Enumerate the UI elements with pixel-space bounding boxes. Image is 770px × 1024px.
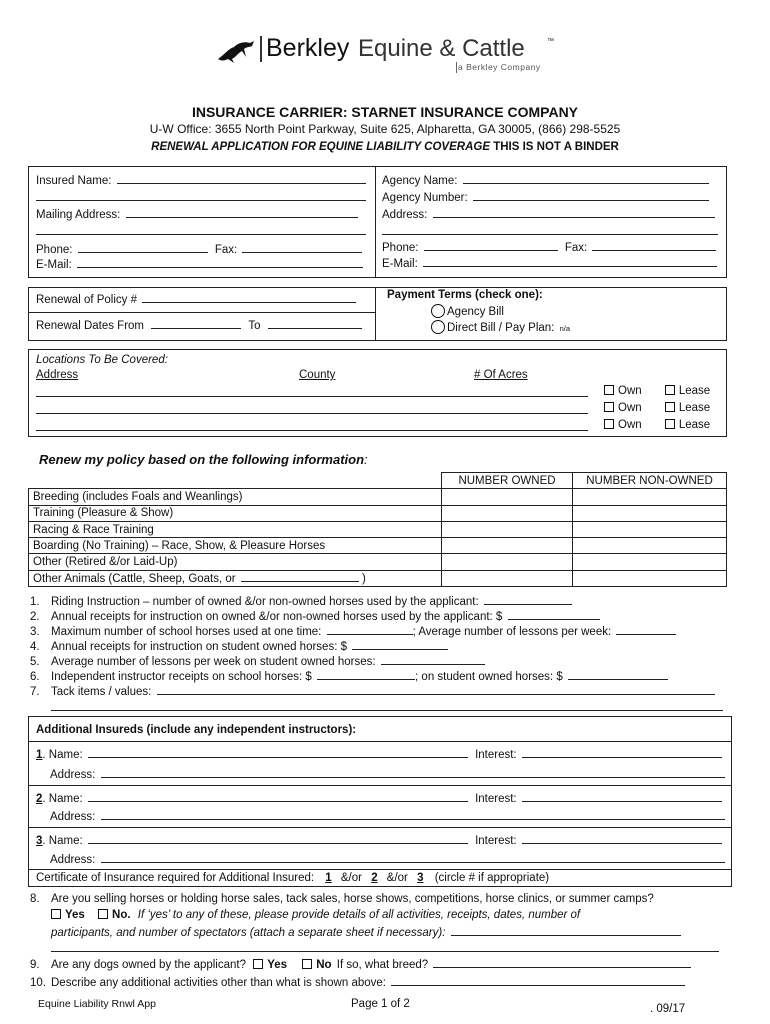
- additional-interest-label: Interest:: [475, 835, 517, 847]
- brand-tm: ™: [547, 38, 554, 45]
- table-row: [29, 538, 727, 554]
- footer-right: . 09/17: [650, 1003, 686, 1015]
- additional-address-label: Address:: [50, 811, 96, 823]
- agency-email-label: E-Mail:: [382, 258, 418, 270]
- col-owned-header: NUMBER OWNED: [442, 473, 573, 489]
- q8-no-label: No.: [112, 909, 131, 921]
- location-row-3: [36, 420, 588, 434]
- own-lease-3: [604, 419, 710, 431]
- lease-label-2: Lease: [678, 402, 711, 414]
- insured-phone-label: Phone:: [36, 244, 73, 256]
- table-row: [29, 570, 727, 586]
- insured-fax-label: Fax:: [214, 244, 238, 256]
- agency-email-field[interactable]: [423, 256, 717, 267]
- agency-bill-option[interactable]: [431, 304, 504, 318]
- additional-sep-2: [28, 785, 732, 786]
- operations-header-blank: [29, 473, 442, 489]
- agency-phone-row: [382, 240, 716, 254]
- not-binder: THIS IS NOT A BINDER: [490, 141, 619, 153]
- q5-field[interactable]: [381, 654, 485, 665]
- non-owned-cell[interactable]: [573, 521, 727, 537]
- own-checkbox-2[interactable]: [604, 402, 614, 412]
- q8-detail2: participants, and number of spectators (attach a separate sheet if necessary):: [51, 927, 446, 939]
- additional-2-address-field[interactable]: [101, 809, 725, 820]
- question-4: [30, 639, 448, 653]
- owned-cell[interactable]: [442, 554, 573, 570]
- table-row: [29, 521, 727, 537]
- q9-no-checkbox[interactable]: [302, 959, 312, 969]
- question-3: [30, 624, 676, 638]
- insured-name-line2: [36, 190, 366, 204]
- direct-bill-label: Direct Bill / Pay Plan:: [447, 322, 555, 334]
- q-num: 5.: [30, 656, 40, 668]
- pay-plan-value[interactable]: n/a: [559, 324, 571, 333]
- additional-3-address-row: [50, 852, 725, 866]
- renew-heading-colon: :: [364, 452, 368, 467]
- other-animals-label: Other Animals (Cattle, Sheep, Goats, or: [33, 573, 236, 586]
- additional-1-address-row: [50, 767, 725, 781]
- q8-text: Are you selling horses or holding horse sales, tack sales, horse shows, competitions, horse clinics, or summer camps?: [51, 893, 654, 905]
- own-label-3: Own: [618, 419, 642, 431]
- additional-title: Additional Insureds (include any independent instructors):: [36, 724, 357, 736]
- question-8-answers: [51, 909, 580, 921]
- footer-left: Equine Liability Rnwl App: [38, 998, 156, 1010]
- renewal-policy-label: Renewal of Policy #: [36, 294, 137, 306]
- certificate-andor-2: &/or: [386, 872, 408, 884]
- renewal-divider: [375, 287, 376, 341]
- additional-num: 3: [36, 835, 43, 847]
- q-text: Annual receipts for instruction on student owned horses: $: [51, 641, 347, 653]
- insured-phone-field[interactable]: [78, 242, 208, 253]
- certificate-3[interactable]: 3: [417, 872, 424, 884]
- insured-agency-divider: [375, 166, 376, 278]
- insured-name-row: [36, 173, 366, 187]
- renew-heading-text: Renew my policy based on the following information: [39, 452, 365, 467]
- additional-address-label: Address:: [50, 854, 96, 866]
- additional-sep-1: [28, 741, 732, 742]
- renewal-to-label: To: [248, 320, 261, 332]
- agency-address-label: Address:: [382, 209, 428, 221]
- renewal-from-field[interactable]: [151, 318, 241, 329]
- table-row: [29, 505, 727, 521]
- location-row-1: [36, 386, 588, 400]
- additional-1-address-field[interactable]: [101, 767, 725, 778]
- mailing-field[interactable]: [126, 207, 358, 218]
- renewal-dates-row: [36, 318, 362, 332]
- additional-2-interest-field[interactable]: [522, 791, 722, 802]
- own-label-1: Own: [618, 385, 642, 397]
- additional-interest-label: Interest:: [475, 793, 517, 805]
- brand-berkley: Berkley: [266, 34, 350, 62]
- q-num: 7.: [30, 686, 40, 698]
- q-text: Riding Instruction – number of owned &/or non-owned horses used by the applicant:: [51, 596, 479, 608]
- non-owned-cell[interactable]: [573, 570, 727, 586]
- q8-no-checkbox[interactable]: [98, 909, 108, 919]
- q2-field[interactable]: [508, 609, 600, 620]
- insured-name-field[interactable]: [117, 173, 366, 184]
- agency-name-field[interactable]: [463, 173, 709, 184]
- q10-text: Describe any additional activities other than what is shown above:: [51, 977, 386, 989]
- insured-email-field[interactable]: [77, 257, 363, 268]
- owned-cell[interactable]: [442, 505, 573, 521]
- q-text-2: ; on student owned horses: $: [415, 671, 563, 683]
- agency-number-row: [382, 190, 709, 204]
- additional-address-label: Address:: [50, 769, 96, 781]
- q9-num: 9.: [30, 959, 40, 971]
- q8-num: 8.: [30, 893, 40, 905]
- question-8: [30, 893, 654, 905]
- own-lease-1: [604, 385, 710, 397]
- additional-3-address-field[interactable]: [101, 852, 725, 863]
- question-2: [30, 609, 600, 623]
- agency-address-row: [382, 207, 715, 221]
- q8-field-2[interactable]: [51, 941, 719, 952]
- additional-num: 2: [36, 793, 43, 805]
- locations-col-address: Address: [36, 369, 79, 381]
- horse-logo-icon: [216, 37, 256, 65]
- renewal-policy-row: [36, 292, 356, 306]
- certificate-note: (circle # if appropriate): [434, 872, 550, 884]
- additional-name-label: . Name:: [42, 749, 83, 761]
- additional-2-name-row: [36, 791, 722, 805]
- location-field-1[interactable]: [36, 386, 588, 397]
- question-8-line2: [51, 941, 719, 955]
- renewal-title-text: RENEWAL APPLICATION FOR EQUINE LIABILITY COVERAGE: [151, 141, 490, 153]
- question-8-detail2: [51, 925, 681, 939]
- q6-field-1[interactable]: [317, 669, 415, 680]
- operation-label: Breeding (includes Foals and Weanlings): [29, 489, 442, 505]
- question-10: [30, 975, 685, 989]
- owned-cell[interactable]: [442, 570, 573, 586]
- additional-sep-4: [28, 869, 732, 870]
- agency-name-label: Agency Name:: [382, 175, 458, 187]
- q9-yes-label: Yes: [267, 959, 288, 971]
- q10-field[interactable]: [391, 975, 685, 986]
- additional-2-address-row: [50, 809, 725, 823]
- table-row: [29, 554, 727, 570]
- q10-num: 10.: [30, 977, 46, 989]
- question-1: [30, 594, 572, 608]
- additional-3-interest-field[interactable]: [522, 833, 722, 844]
- mailing-field-2[interactable]: [36, 224, 366, 235]
- insured-phone-row: [36, 242, 362, 256]
- q7-field-2[interactable]: [51, 700, 723, 711]
- lease-label-3: Lease: [678, 419, 711, 431]
- q-text: Tack items / values:: [51, 686, 152, 698]
- table-row: [29, 489, 727, 505]
- certificate-2[interactable]: 2: [371, 872, 378, 884]
- certificate-row: [36, 872, 549, 884]
- q9-followup: If so, what breed?: [336, 959, 429, 971]
- q9-no-label: No: [316, 959, 332, 971]
- q-num: 1.: [30, 596, 40, 608]
- operation-label-other-animals: [29, 570, 442, 586]
- certificate-andor-1: &/or: [340, 872, 362, 884]
- q-num: 2.: [30, 611, 40, 623]
- agency-address-field-2[interactable]: [382, 224, 718, 235]
- question-5: [30, 654, 485, 668]
- non-owned-cell[interactable]: [573, 554, 727, 570]
- q-num: 6.: [30, 671, 40, 683]
- carrier-title: INSURANCE CARRIER: STARNET INSURANCE COMPANY: [191, 104, 579, 120]
- office-address: U-W Office: 3655 North Point Parkway, Suite 625, Alpharetta, GA 30005, (866) 298-5525: [149, 122, 621, 136]
- lease-checkbox-1[interactable]: [665, 385, 675, 395]
- other-animals-field[interactable]: [241, 571, 359, 582]
- additional-num: 1: [36, 749, 43, 761]
- operations-header-row: [29, 473, 727, 489]
- non-owned-cell[interactable]: [573, 489, 727, 505]
- renewal-to-field[interactable]: [268, 318, 362, 329]
- renew-heading: [39, 452, 368, 467]
- additional-1-interest-field[interactable]: [522, 747, 722, 758]
- additional-3-name-field[interactable]: [88, 833, 468, 844]
- additional-3-name-row: [36, 833, 722, 847]
- direct-bill-option[interactable]: [431, 320, 570, 334]
- additional-1-name-field[interactable]: [88, 747, 468, 758]
- q3-field-2[interactable]: [616, 624, 676, 635]
- renewal-title: [0, 141, 770, 153]
- locations-col-acres: # Of Acres: [474, 369, 528, 381]
- direct-bill-radio[interactable]: [431, 320, 445, 334]
- col-non-owned-header: NUMBER NON-OWNED: [573, 473, 727, 489]
- owned-cell[interactable]: [442, 489, 573, 505]
- additional-1-name-row: [36, 747, 722, 761]
- q8-yes-checkbox[interactable]: [51, 909, 61, 919]
- operation-label: Racing & Race Training: [29, 521, 442, 537]
- additional-interest-label: Interest:: [475, 749, 517, 761]
- insured-email-label: E-Mail:: [36, 259, 72, 271]
- footer-center: Page 1 of 2: [351, 998, 410, 1010]
- locations-title: Locations To Be Covered:: [36, 354, 168, 366]
- q8-detail: If ‘yes’ to any of these, please provide details of all activities, receipts, dates, number of: [137, 909, 581, 921]
- agency-email-row: [382, 256, 717, 270]
- question-6: [30, 669, 668, 683]
- q3-field-1[interactable]: [327, 624, 413, 635]
- q-text: Independent instructor receipts on school horses: $: [51, 671, 312, 683]
- operations-table: [28, 472, 727, 587]
- other-animals-close: ): [362, 573, 366, 586]
- agency-number-label: Agency Number:: [382, 192, 468, 204]
- location-field-2[interactable]: [36, 403, 588, 414]
- agency-number-field[interactable]: [473, 190, 709, 201]
- agency-fax-field[interactable]: [592, 240, 716, 251]
- additional-2-name-field[interactable]: [88, 791, 468, 802]
- owned-cell[interactable]: [442, 538, 573, 554]
- q9-yes-checkbox[interactable]: [253, 959, 263, 969]
- brand-sub-divider: [456, 62, 457, 73]
- renewal-policy-field[interactable]: [142, 292, 356, 303]
- additional-sep-3: [28, 827, 732, 828]
- owned-cell[interactable]: [442, 521, 573, 537]
- own-checkbox-1[interactable]: [604, 385, 614, 395]
- certificate-1[interactable]: 1: [325, 872, 332, 884]
- location-row-2: [36, 403, 588, 417]
- payment-title: Payment Terms (check one):: [387, 289, 543, 301]
- lease-label-1: Lease: [678, 385, 711, 397]
- own-checkbox-3[interactable]: [604, 419, 614, 429]
- question-7: [30, 684, 715, 698]
- q-text: Annual receipts for instruction on owned &/or non-owned horses used by the applicant: $: [51, 611, 503, 623]
- insured-name-label: Insured Name:: [36, 175, 112, 187]
- q7-field[interactable]: [157, 684, 715, 695]
- renewal-mid-line: [28, 312, 375, 313]
- agency-bill-label: Agency Bill: [447, 306, 504, 318]
- insured-email-row: [36, 257, 363, 271]
- non-owned-cell[interactable]: [573, 505, 727, 521]
- insured-fax-field[interactable]: [242, 242, 362, 253]
- agency-address-line2: [382, 224, 718, 238]
- q-text-2: ; Average number of lessons per week:: [412, 626, 612, 638]
- operation-label: Other (Retired &/or Laid-Up): [29, 554, 442, 570]
- operation-label: Boarding (No Training) – Race, Show, & Pleasure Horses: [29, 538, 442, 554]
- additional-name-label: . Name:: [42, 793, 83, 805]
- q6-field-2[interactable]: [568, 669, 668, 680]
- question-7-line2: [51, 700, 723, 714]
- logo: [216, 34, 566, 74]
- non-owned-cell[interactable]: [573, 538, 727, 554]
- renewal-dates-label: Renewal Dates From: [36, 320, 145, 332]
- question-9: [30, 957, 691, 971]
- agency-fax-label: Fax:: [564, 242, 588, 254]
- q9-field[interactable]: [433, 957, 691, 968]
- additional-name-label: . Name:: [42, 835, 83, 847]
- agency-phone-label: Phone:: [382, 242, 419, 254]
- logo-divider: [260, 36, 262, 62]
- q-num: 4.: [30, 641, 40, 653]
- agency-address-field[interactable]: [433, 207, 715, 218]
- insured-name-field-2[interactable]: [36, 190, 366, 201]
- q8-yes-label: Yes: [65, 909, 85, 921]
- q8-field[interactable]: [451, 925, 681, 936]
- agency-phone-field[interactable]: [424, 240, 558, 251]
- mailing-label: Mailing Address:: [36, 209, 121, 221]
- q4-field[interactable]: [352, 639, 448, 650]
- operation-label: Training (Pleasure & Show): [29, 505, 442, 521]
- q-text: Maximum number of school horses used at one time:: [51, 626, 322, 638]
- lease-checkbox-3[interactable]: [665, 419, 675, 429]
- agency-name-row: [382, 173, 709, 187]
- q1-field[interactable]: [484, 594, 572, 605]
- own-label-2: Own: [618, 402, 642, 414]
- agency-bill-radio[interactable]: [431, 304, 445, 318]
- q9-text: Are any dogs owned by the applicant?: [51, 959, 246, 971]
- mailing-line2: [36, 224, 366, 238]
- location-field-3[interactable]: [36, 420, 588, 431]
- certificate-label: Certificate of Insurance required for Additional Insured:: [36, 872, 315, 884]
- own-lease-2: [604, 402, 710, 414]
- brand-equine-cattle: Equine & Cattle: [358, 35, 525, 62]
- q-num: 3.: [30, 626, 40, 638]
- lease-checkbox-2[interactable]: [665, 402, 675, 412]
- mailing-row: [36, 207, 358, 221]
- locations-col-county: County: [299, 369, 336, 381]
- q-text: Average number of lessons per week on student owned horses:: [51, 656, 376, 668]
- brand-sub: a Berkley Company: [458, 62, 541, 72]
